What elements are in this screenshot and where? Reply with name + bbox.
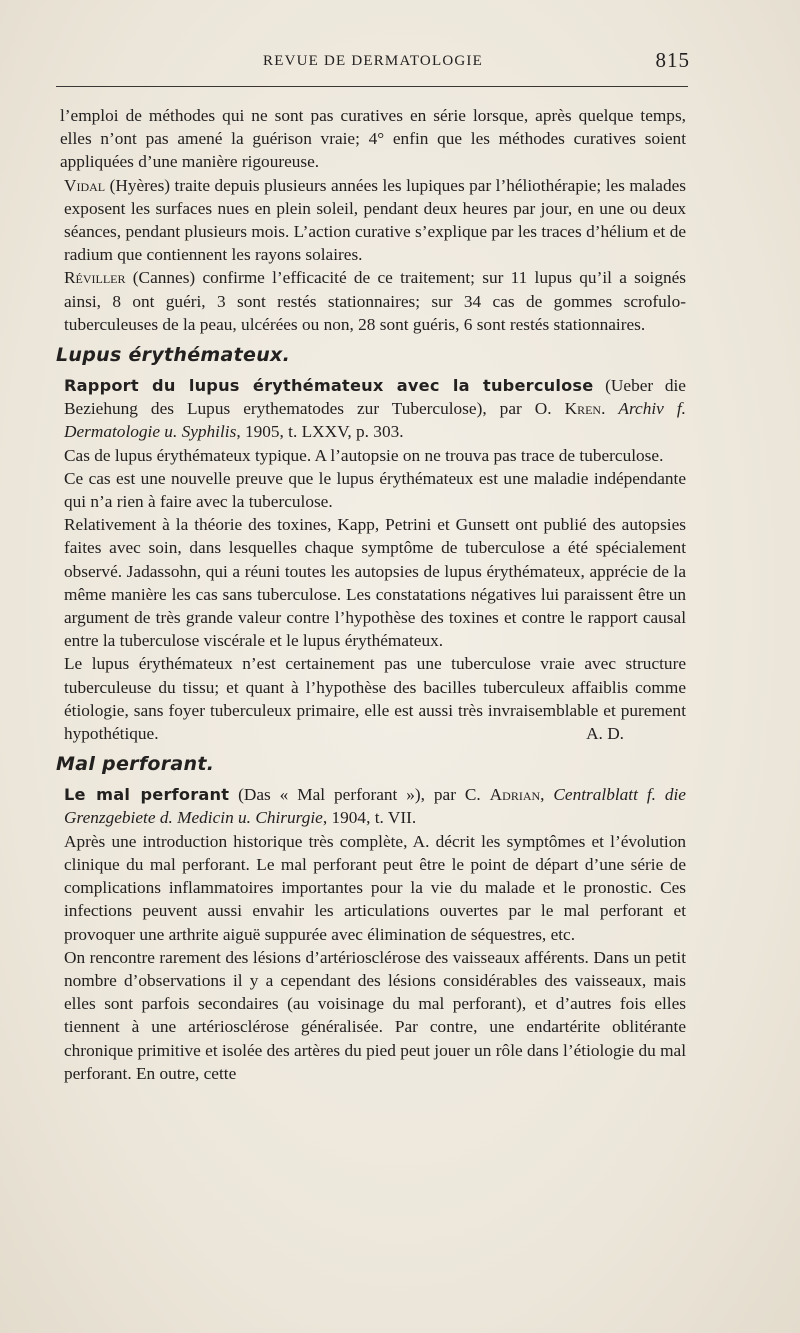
author-name-kren: Kren [564, 399, 602, 419]
reviller-paragraph [60, 266, 686, 336]
author-name-reviller: Réviller [64, 268, 126, 288]
running-head: REVUE DE DERMATOLOGIE [263, 53, 483, 69]
page-body [56, 104, 686, 1085]
vidal-paragraph [60, 174, 686, 267]
signoff-initials: A. D. [586, 724, 624, 744]
ref-part-a: (Ueber die Beziehung des Lupus erythematodes zur Tuberculose), par O. [64, 376, 686, 419]
continued-paragraph: l’emploi de méthodes qui ne sont pas curatives en série lorsque, après quelque temps, elles n’ont pas amené la guérison vraie; 4° enfin que les méthodes curatives soient appliquées d’une manière rigoureuse. [60, 106, 686, 172]
article-reference-kren [60, 374, 686, 444]
vidal-text: (Hyères) traite depuis plusieurs années les lupiques par l’héliothérapie; les malades exposent les surfaces nues en plein soleil, pendant deux heures par jour, en une ou deux séances, pendant plusieurs mois. L’action curative s’explique par les traces d’hélium et de radium que contiennent les rayons solaires. [64, 175, 686, 265]
ref2-part-a: (Das « Mal perforant »), par C. [229, 785, 490, 805]
reviller-text: (Cannes) confirme l’efficacité de ce traitement; sur 11 lupus qu’il a soignés ainsi, 8 ont guéri, 3 sont restés stationnaires; sur 34 cas de gommes scrofulo-tuberculeuses de la peau, ulcérées ou non, 28 sont guéris, 6 sont restés stationnaires. [64, 268, 686, 334]
article-title-lupus: Rapport du lupus érythémateux avec la tuberculose [64, 376, 594, 396]
journal-name-archiv: Archiv f. Dermatologie u. Syphilis [64, 399, 686, 442]
section-heading-lupus: Lupus érythémateux. [56, 344, 291, 367]
author-name-vidal: Vidal [64, 175, 106, 195]
lupus-paragraph-4 [60, 652, 686, 745]
lupus-paragraph-3: Relativement à la théorie des toxines, Kapp, Petrini et Gunsett ont publié des autopsies faites avec soin, dans lesquelles chaque symptôme de tuberculose a été spécialement observé. Jadassohn, qui a réuni toutes les autopsies de lupus érythémateux, apprécie de la même manière les cas sans tuberculose. Les constatations négatives lui paraissent être un argument de très grande valeur contre l’hypothèse des toxines et contre le rapport causal entre la tuberculose viscérale et le lupus érythémateux. [64, 515, 686, 651]
mal-perforant-paragraph-1: Après une introduction historique très complète, A. décrit les symptômes et l’évolution clinique du mal perforant. Le mal perforant peut être le point de départ d’une série de complications inflammatoires importantes pour la vie du malade et le pronostic. Ces infections peuvent aussi envahir les articulations ouvertes par le mal perforant et provoquer une arthrite aiguë suppurée avec élimination de séquestres, etc. [64, 831, 686, 944]
article-title-mal-perforant: Le mal perforant [64, 785, 230, 805]
page-header [56, 48, 690, 80]
mal-perforant-paragraph-2: On rencontre rarement des lésions d’artériosclérose des vaisseaux afférents. Dans un petit nombre d’observations il y a cependant des lésions considérables des vaisseaux, mais elles sont parfois secondaires (au voisinage du mal perforant), et d’autres fois elles tiennent à une artériosclérose généralisée. Par contre, une endartérite oblitérante chronique primitive et isolée des artères du pied peut jouer un rôle dans l’étiologie du mal perforant. En outre, cette [64, 947, 686, 1083]
ref2-part-b: , [540, 785, 554, 805]
ref-part-c: , 1905, t. LXXV, p. 303. [236, 422, 404, 442]
page-number: 815 [655, 48, 690, 72]
lupus-paragraph-4-text: Le lupus érythémateux n’est certainement pas une tuberculose vraie avec structure tuberculeuse du tissu; et quant à l’hypothèse des bacilles tuberculeux affaiblis comme étiologie, sans foyer tuberculeux primaire, elle est aussi très invraisemblable et purement hypothétique. [64, 654, 686, 744]
lupus-paragraph-1: Cas de lupus érythémateux typique. A l’autopsie on ne trouva pas trace de tuberculose. [64, 445, 664, 465]
ref2-part-c: , 1904, t. VII. [322, 808, 417, 828]
ref-part-b: . [601, 399, 619, 419]
article-reference-adrian [60, 783, 686, 829]
lupus-paragraph-2: Ce cas est une nouvelle preuve que le lupus érythémateux est une maladie indépendante qui n’a rien à faire avec la tuberculose. [64, 468, 686, 512]
header-rule [56, 86, 688, 87]
author-name-adrian: Adrian [489, 785, 541, 805]
journal-name-centralblatt: Centralblatt f. die Grenzgebiete d. Medicin u. Chirurgie [64, 785, 686, 828]
section-heading-mal-perforant: Mal perforant. [56, 753, 215, 776]
